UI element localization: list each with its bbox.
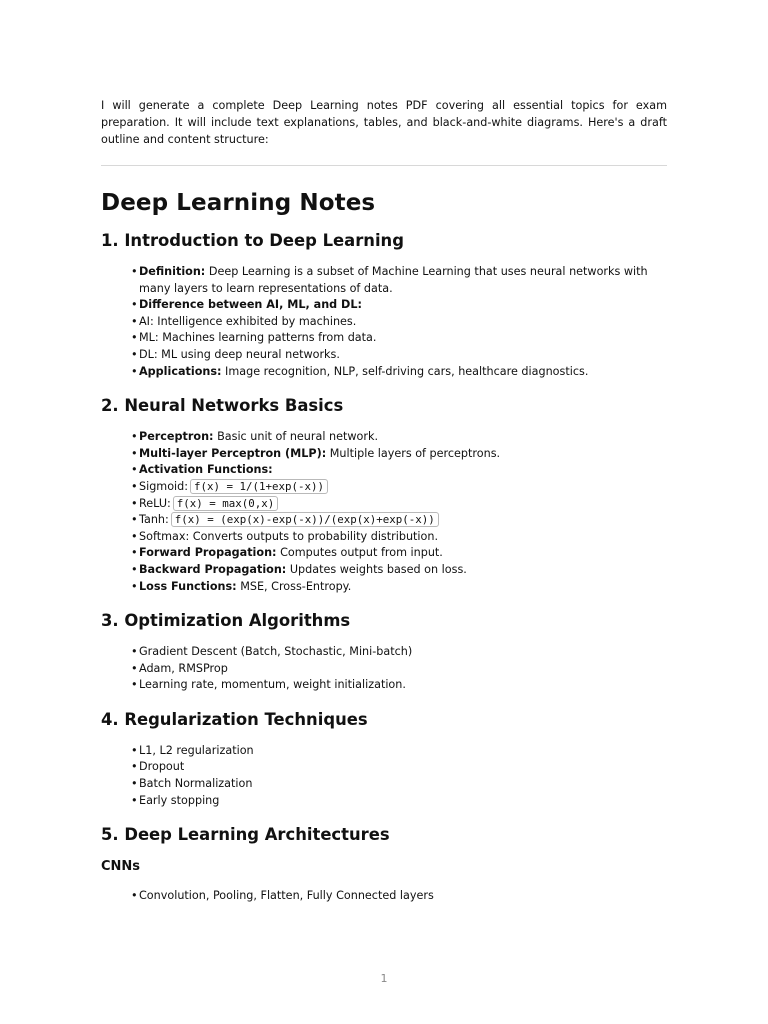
item-bold-label: Multi-layer Perceptron (MLP):: [139, 446, 327, 460]
list-item: [131, 496, 667, 513]
item-bold-label: Applications:: [139, 364, 222, 378]
item-text: DL: ML using deep neural networks.: [139, 347, 340, 361]
subsection-heading-cnns: CNNs: [101, 859, 141, 875]
item-text: Computes output from input.: [276, 546, 443, 560]
list-item: [131, 446, 667, 463]
item-text: Updates weights based on loss.: [286, 562, 467, 576]
list-item: [131, 347, 667, 364]
list-item: [131, 545, 667, 562]
item-text: Tanh:: [139, 513, 169, 527]
item-bold-label: Loss Functions:: [139, 579, 237, 593]
item-bold-label: Difference between AI, ML, and DL:: [139, 298, 362, 312]
item-text: MSE, Cross-Entropy.: [236, 579, 352, 593]
page-number: 1: [380, 972, 388, 985]
list-item: • Batch Normalization: [131, 776, 667, 793]
list-item: • L1, L2 regularization: [131, 743, 667, 760]
list-item: • Adam, RMSProp: [131, 661, 667, 678]
item-text: AI: Intelligence exhibited by machines.: [139, 314, 357, 328]
section-heading-optimization: 3. Optimization Algorithms: [101, 611, 351, 631]
section-list-introduction: [101, 264, 667, 380]
list-item: • Convolution, Pooling, Flatten, Fully Connected layers: [131, 888, 667, 905]
item-bold-label: Backward Propagation:: [139, 562, 287, 576]
formula-code: f(x) = max(0,x): [173, 496, 279, 511]
item-bold-label: Activation Functions:: [139, 463, 273, 477]
document-page: [101, 97, 667, 905]
item-text: Softmax: Converts outputs to probability distribution.: [139, 529, 439, 543]
section-list-optimization: [101, 644, 667, 694]
item-text: Multiple layers of perceptrons.: [326, 446, 501, 460]
list-item: [131, 364, 667, 381]
item-text: Image recognition, NLP, self-driving cars, healthcare diagnostics.: [221, 364, 589, 378]
section-list-neural-networks: [101, 429, 667, 595]
section-list-regularization: [101, 743, 667, 809]
item-text: ML: Machines learning patterns from data.: [139, 331, 377, 345]
section-heading-neural-networks: 2. Neural Networks Basics: [101, 396, 344, 416]
document-title: Deep Learning Notes: [101, 190, 376, 216]
list-item: [131, 264, 667, 297]
intro-paragraph: I will generate a complete Deep Learning notes PDF covering all essential topics for exam preparation. It will include text explanations, tables, and black-and-white diagrams. Here's a draft outline and content structure:: [101, 99, 667, 146]
list-item: • Learning rate, momentum, weight initialization.: [131, 677, 667, 694]
list-item: [131, 512, 667, 529]
list-item: [131, 462, 667, 479]
item-text: ReLU:: [139, 496, 171, 510]
item-bold-label: Perceptron:: [139, 430, 214, 444]
list-item: [131, 479, 667, 496]
list-item: [131, 579, 667, 596]
item-text: Basic unit of neural network.: [213, 430, 379, 444]
formula-code: f(x) = 1/(1+exp(-x)): [190, 479, 328, 494]
item-bold-label: Definition:: [139, 265, 206, 278]
section-heading-regularization: 4. Regularization Techniques: [101, 709, 368, 729]
formula-code: f(x) = (exp(x)-exp(-x))/(exp(x)+exp(-x)): [171, 512, 439, 527]
item-text: Sigmoid:: [139, 479, 189, 493]
section-list-cnns: [101, 888, 667, 905]
item-bold-label: Forward Propagation:: [139, 546, 277, 560]
list-item: [131, 330, 667, 347]
section-heading-architectures: 5. Deep Learning Architectures: [101, 825, 390, 845]
list-item: • Early stopping: [131, 793, 667, 810]
list-item: • Gradient Descent (Batch, Stochastic, Mini-batch): [131, 644, 667, 661]
list-item: [131, 529, 667, 546]
list-item: • Dropout: [131, 759, 667, 776]
item-text: Deep Learning is a subset of Machine Learning that uses neural networks with many layers to learn representations of data.: [139, 265, 648, 295]
horizontal-rule: [101, 165, 667, 166]
section-heading-introduction: 1. Introduction to Deep Learning: [101, 231, 404, 250]
list-item: [131, 429, 667, 446]
list-item: [131, 562, 667, 579]
list-item: [131, 297, 667, 314]
list-item: [131, 314, 667, 331]
